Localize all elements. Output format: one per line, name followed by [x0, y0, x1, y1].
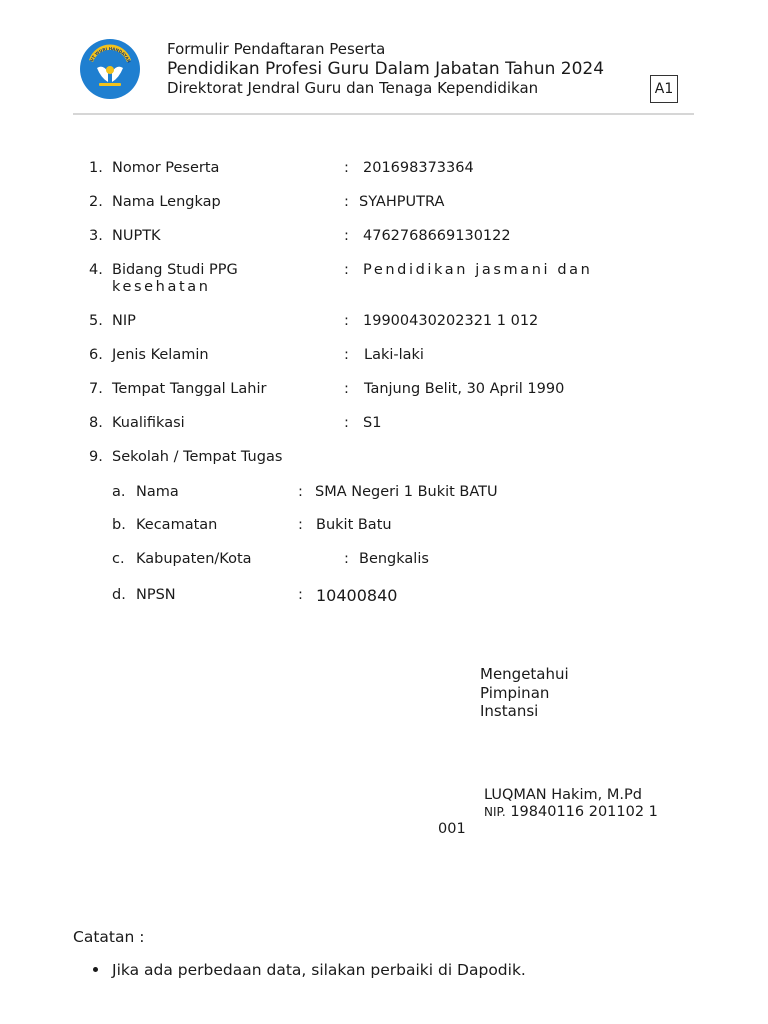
- field-label-tempat-tanggal-lahir: Tempat Tanggal Lahir: [112, 381, 267, 397]
- sub-field-value-kecamatan: Bukit Batu: [316, 517, 392, 533]
- signer-nip-value: 19840116 201102 1: [510, 804, 658, 820]
- field-separator: :: [344, 160, 349, 176]
- field-separator: :: [344, 381, 349, 397]
- field-value-bidang-studi-continued: kesehatan: [112, 279, 211, 295]
- field-separator: :: [344, 262, 349, 278]
- field-value-kualifikasi: S1: [363, 415, 382, 431]
- note-item: Jika ada perbedaan data, silakan perbaiki di Dapodik.: [112, 961, 526, 979]
- field-value-nama-lengkap: SYAHPUTRA: [359, 194, 445, 210]
- bullet-icon: [93, 967, 98, 972]
- sub-field-value-nama: SMA Negeri 1 Bukit BATU: [315, 484, 498, 500]
- field-number: 6.: [89, 347, 103, 363]
- sub-field-letter: a.: [112, 484, 126, 500]
- form-code-box: A1: [650, 75, 678, 103]
- field-label-nama-lengkap: Nama Lengkap: [112, 194, 221, 210]
- field-value-tempat-tanggal-lahir: Tanjung Belit, 30 April 1990: [364, 381, 565, 397]
- field-number: 1.: [89, 160, 103, 176]
- sub-field-label-kecamatan: Kecamatan: [136, 517, 218, 533]
- program-title: Pendidikan Profesi Guru Dalam Jabatan Tahun 2024: [167, 59, 605, 79]
- field-value-nomor-peserta: 201698373364: [363, 160, 474, 176]
- sub-field-label-nama: Nama: [136, 484, 179, 500]
- field-label-nuptk: NUPTK: [112, 228, 161, 244]
- logo-motto: UT WURI HANDAYAN: [88, 46, 132, 64]
- signature-line-instansi: Instansi: [480, 702, 539, 720]
- field-number: 2.: [89, 194, 103, 210]
- field-number: 9.: [89, 449, 103, 465]
- field-label-bidang-studi: Bidang Studi PPG: [112, 262, 238, 278]
- sub-field-label-kabupaten: Kabupaten/Kota: [136, 551, 252, 567]
- sub-field-separator: :: [298, 517, 303, 533]
- signer-nip-label: NIP.: [484, 805, 506, 819]
- field-separator: :: [344, 194, 349, 210]
- signer-name: LUQMAN Hakim, M.Pd: [484, 787, 642, 803]
- signer-nip-wrap: 001: [438, 821, 466, 837]
- sub-field-letter: c.: [112, 551, 125, 567]
- field-separator: :: [344, 313, 349, 329]
- sub-field-separator: :: [298, 484, 303, 500]
- form-header-line1: Formulir Pendaftaran Peserta: [167, 40, 386, 58]
- signature-line-pimpinan: Pimpinan: [480, 684, 550, 702]
- field-number: 8.: [89, 415, 103, 431]
- field-number: 7.: [89, 381, 103, 397]
- signer-nip: [484, 804, 658, 820]
- sub-field-separator: :: [344, 551, 349, 567]
- field-label-nip: NIP: [112, 313, 136, 329]
- notes-title: Catatan :: [73, 928, 145, 946]
- field-value-nip: 19900430202321 1 012: [363, 313, 539, 329]
- field-label-jenis-kelamin: Jenis Kelamin: [112, 347, 209, 363]
- field-value-nuptk: 4762768669130122: [363, 228, 511, 244]
- field-label-nomor-peserta: Nomor Peserta: [112, 160, 220, 176]
- field-separator: :: [344, 415, 349, 431]
- sub-field-value-kabupaten: Bengkalis: [359, 551, 429, 567]
- sub-field-separator: :: [298, 587, 303, 603]
- field-number: 4.: [89, 262, 103, 278]
- directorate-name: Direktorat Jendral Guru dan Tenaga Kependidikan: [167, 79, 539, 97]
- signature-line-mengetahui: Mengetahui: [480, 665, 569, 683]
- field-label-sekolah: Sekolah / Tempat Tugas: [112, 449, 283, 465]
- field-number: 5.: [89, 313, 103, 329]
- sub-field-label-npsn: NPSN: [136, 587, 176, 603]
- field-separator: :: [344, 228, 349, 244]
- field-value-jenis-kelamin: Laki-laki: [364, 347, 424, 363]
- field-separator: :: [344, 347, 349, 363]
- sub-field-letter: d.: [112, 587, 126, 603]
- tut-wuri-handayani-logo: [79, 38, 141, 100]
- field-number: 3.: [89, 228, 103, 244]
- sub-field-value-npsn: 10400840: [316, 586, 398, 605]
- field-label-kualifikasi: Kualifikasi: [112, 415, 185, 431]
- field-value-bidang-studi: Pendidikan jasmani dan: [363, 262, 593, 278]
- header-divider: [73, 113, 694, 115]
- sub-field-letter: b.: [112, 517, 126, 533]
